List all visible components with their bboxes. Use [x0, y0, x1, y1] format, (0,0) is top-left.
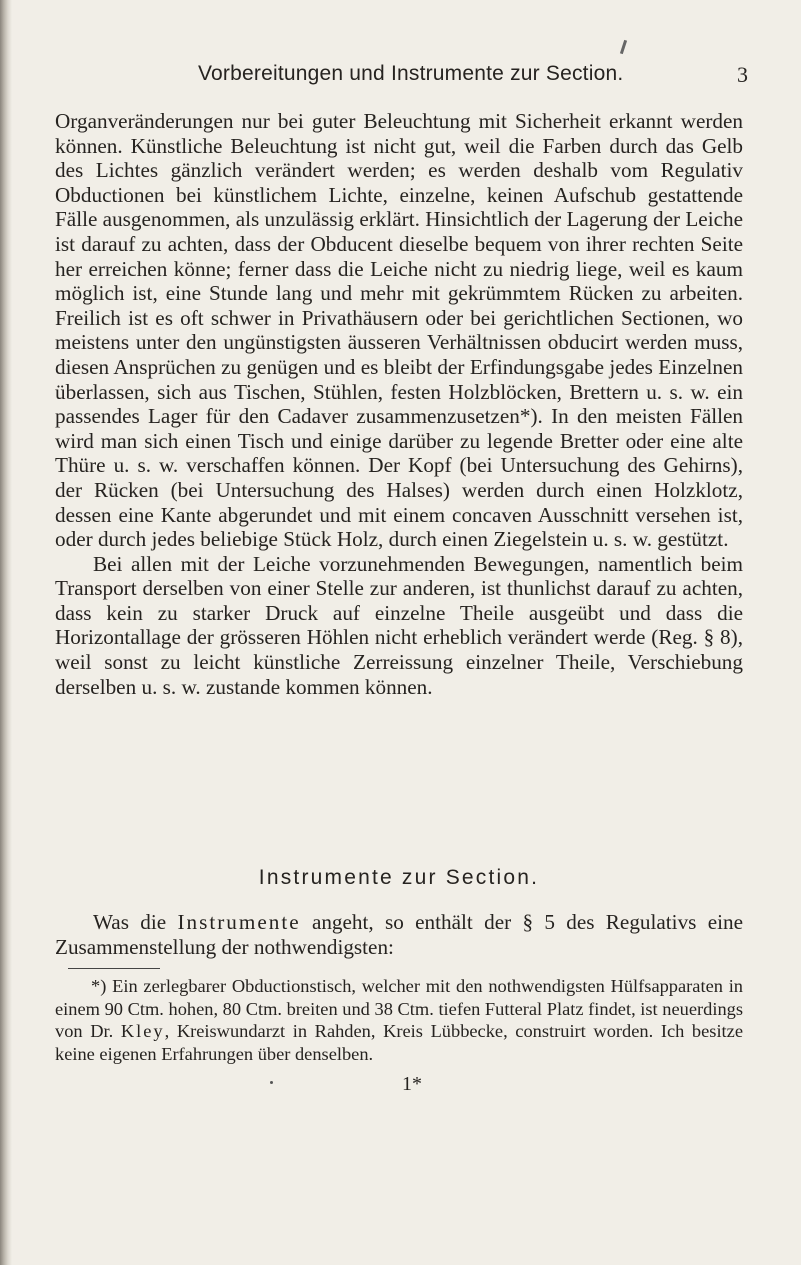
- footnote: [55, 975, 743, 1065]
- signature-mark: 1*: [402, 1073, 422, 1095]
- paragraph-2: Bei allen mit der Leiche vorzunehmenden Bewegungen, namentlich beim Transport derselben von einer Stelle zur anderen, ist thunlichst darauf zu achten, dass kein zu starker Druck auf einzelne Theile ausgeübt und dass die Horizontallage der grösseren Höhlen nicht erheblich verändert werde (Reg. § 8), weil sonst zu leicht künstliche Zerreissung einzelner Theile, Verschiebung derselben u. s. w. zustande kommen können.: [55, 551, 743, 699]
- footnote-marker: *): [91, 976, 107, 996]
- section-text-before: Was die: [93, 910, 178, 934]
- running-head: Vorbereitungen und Instrumente zur Section.: [198, 62, 624, 85]
- footnote-text-2: , Kreiswundarzt in Rahden, Kreis Lübbecke, construirt worden. Ich besitze keine eigenen Erfahrungen über denselben.: [55, 1021, 743, 1064]
- footnote-text-1: Ein zerlegbarer Obductionstisch, welcher mit den nothwendigsten Hülfsapparaten in einem 90 Ctm. hohen, 80 Ctm. breiten und 38 Ctm. tiefen Futteral Platz findet, ist neuerdings von Dr.: [55, 976, 743, 1042]
- page-number: 3: [737, 62, 748, 87]
- paragraph-1: Organveränderungen nur bei guter Beleuchtung mit Sicherheit erkannt werden können. Künstliche Beleuchtung ist nicht gut, weil die Farben durch das Gelb des Lichtes gänzlich verändert werden; es werden deshalb vom Regulativ Obductionen bei künstlichem Lichte, einzelne, keinen Aufschub gestattende Fälle ausgenommen, als unzulässig erklärt. Hinsichtlich der Lagerung der Leiche ist darauf zu achten, dass der Obducent dieselbe bequem von ihrer rechten Seite her erreichen könne; ferner dass die Leiche nicht zu niedrig liege, weil es kaum möglich ist, eine Stunde lang und mehr mit gekrümmtem Rücken zu arbeiten. Freilich ist es oft schwer in Privathäusern oder bei gerichtlichen Sectionen, wo meistens unter den ungünstigsten äusseren Verhältnissen obducirt werden muss, diesen Ansprüchen zu genügen und es bleibt der Erfindungsgabe jedes Einzelnen überlassen, sich aus Tischen, Stühlen, festen Holzblöcken, Brettern u. s. w. ein passendes Lager für den Cadaver zusammenzusetzen*). In den meisten Fällen wird man sich einen Tisch und einige darüber zu legende Bretter oder eine alte Thüre u. s. w. verschaffen können. Der Kopf (bei Untersuchung des Gehirns), der Rücken (bei Untersuchung des Halses) werden durch einen Holzklotz, dessen eine Kante abgerundet und mit einem concaven Ausschnitt versehen ist, oder durch jedes beliebige Stück Holz, durch einen Ziegelstein u. s. w. gestützt.: [55, 109, 743, 552]
- stray-ink-mark: [620, 40, 627, 54]
- print-dot: [270, 1081, 273, 1084]
- page-header: [58, 58, 748, 88]
- section-text-emphasis: Instrumente: [177, 910, 301, 934]
- page-gutter-shadow: [0, 0, 12, 1265]
- section-paragraph: [55, 910, 743, 960]
- section-heading: Instrumente zur Section.: [258, 866, 540, 889]
- main-text-block: [55, 109, 743, 699]
- footnote-rule: [68, 968, 160, 969]
- footnote-name: Kley: [120, 1021, 165, 1042]
- footnote-paragraph: [55, 975, 743, 1065]
- section-text-after: angeht, so enthält der § 5 des Regulativs eine Zusammenstellung der nothwendigsten:: [55, 910, 743, 959]
